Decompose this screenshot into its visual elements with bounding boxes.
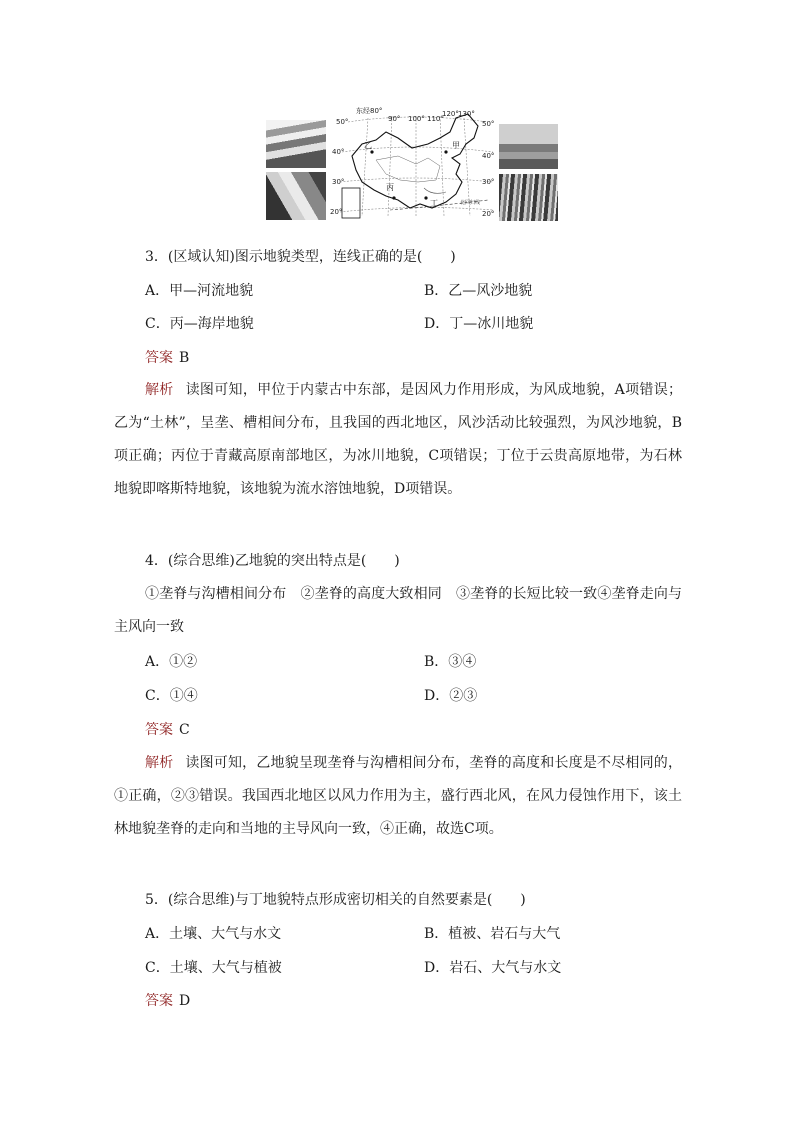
earth-forest-photo: [499, 124, 558, 169]
glacier-photo: [266, 172, 326, 220]
lon-label-90: 90°: [388, 115, 401, 123]
china-map: [328, 104, 498, 222]
lat-label-40-left: 40°: [332, 148, 345, 156]
q5-option-b: B．植被、岩石与大气: [424, 926, 561, 942]
q3-answer: B: [179, 350, 190, 366]
q4-option-c: C．①④: [145, 688, 198, 704]
lat-label-50-right: 50°: [482, 120, 495, 128]
lat-label-40-right: 40°: [482, 152, 495, 160]
place-label-yi: 乙: [364, 141, 372, 150]
lat-label-30-right: 30°: [482, 178, 495, 186]
lat-label-50-left: 50°: [336, 118, 349, 126]
lon-label-120: 120°: [442, 110, 459, 118]
q3-option-c: C．丙—海岸地貌: [145, 316, 254, 332]
q3-option-b: B．乙—风沙地貌: [424, 283, 533, 299]
lat-label-20-right: 20°: [482, 210, 495, 218]
place-label-ding: 丁: [430, 199, 438, 208]
q5-answer: D: [179, 993, 191, 1009]
lon-label-110: 110°: [427, 115, 444, 123]
q3-analysis: [114, 374, 682, 506]
sand-dune-photo: [266, 120, 326, 168]
q4-answer: C: [179, 722, 190, 738]
stone-forest-photo: [499, 174, 558, 221]
q5-answer-row: [145, 991, 190, 1011]
tropic-label: 北回归线: [460, 200, 481, 206]
lat-label-30-left: 30°: [332, 178, 345, 186]
q3-answer-label: 答案: [145, 350, 173, 366]
q5-stem: 5．(综合思维)与丁地貌特点形成密切相关的自然要素是( ): [145, 892, 526, 908]
place-label-bing: 丙: [386, 183, 394, 192]
q4-answer-row: [145, 720, 190, 740]
q4-analysis-label: 解析: [145, 755, 174, 771]
q4-option-d: D．②③: [424, 688, 478, 704]
lon-label-130: 130°: [458, 110, 475, 118]
lat-label-20-left: 20°: [330, 208, 343, 216]
q4-statements: ①垄脊与沟槽相间分布 ②垄脊的高度大致相同 ③垄脊的长短比较一致④垄脊走向与主风向一致: [114, 586, 682, 635]
q5-option-c: C．土壤、大气与植被: [145, 960, 282, 976]
q4-option-a: A．①②: [145, 654, 198, 670]
q4-analysis: [114, 747, 682, 846]
q5-answer-label: 答案: [145, 993, 173, 1009]
lon-label-80: 东经80°: [356, 107, 383, 115]
q4-stem: 4．(综合思维)乙地貌的突出特点是( ): [145, 553, 400, 569]
q4-answer-label: 答案: [145, 722, 173, 738]
q3-option-a: A．甲—河流地貌: [145, 283, 254, 299]
map-figure: [266, 104, 558, 222]
q5-option-a: A．土壤、大气与水文: [145, 926, 282, 942]
place-label-jia: 甲: [452, 141, 460, 150]
q3-stem: 3．(区域认知)图示地貌类型，连线正确的是( ): [145, 249, 456, 265]
q4-analysis-text: 读图可知，乙地貌呈现垄脊与沟槽相间分布，垄脊的高度和长度是不尽相同的，①正确，②③错误。我国西北地区以风力作用为主，盛行西北风，在风力侵蚀作用下，该土林地貌垄脊的走向和当地的主导风向一致，④正确，故选C项。: [114, 755, 682, 837]
q3-answer-row: [145, 348, 189, 368]
q3-analysis-label: 解析: [145, 382, 174, 398]
q5-option-d: D．岩石、大气与水文: [424, 960, 562, 976]
lon-label-100: 100°: [408, 115, 425, 123]
q3-option-d: D．丁—冰川地貌: [424, 316, 534, 332]
q3-analysis-text: 读图可知，甲位于内蒙古中东部，是因风力作用形成，为风成地貌，A项错误；乙为“土林”，呈垄、槽相间分布，且我国的西北地区，风沙活动比较强烈，为风沙地貌，B项正确；丙位于青藏高原南部地区，为冰川地貌，C项错误；丁位于云贵高原地带，为石林地貌即喀斯特地貌，该地貌为流水溶蚀地貌，D项错误。: [114, 382, 683, 497]
q4-option-b: B．③④: [424, 654, 477, 670]
